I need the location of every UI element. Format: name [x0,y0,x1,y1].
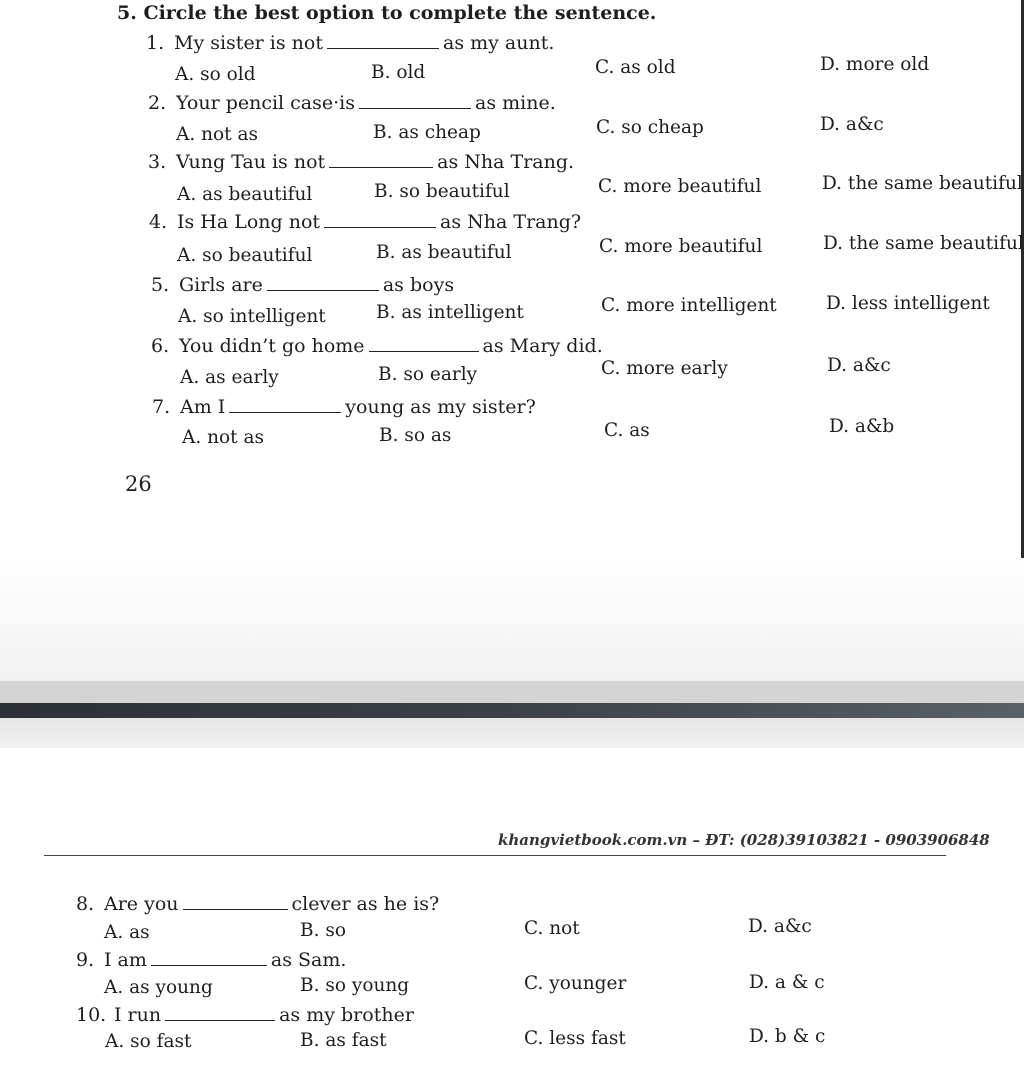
q7-option-d[interactable]: D. a&b [829,416,895,437]
question-number: 8. [76,893,95,915]
q9-option-c[interactable]: C. younger [524,973,627,994]
q6-option-b[interactable]: B. so early [378,364,478,385]
question-text-after: as mine. [475,92,556,114]
question-text-after: young as my sister? [345,396,536,418]
q8-option-d[interactable]: D. a&c [748,916,812,937]
q5-option-a[interactable]: A. so intelligent [178,306,326,327]
answer-blank[interactable] [324,226,436,228]
question-7 [152,396,536,418]
question-text-after: as boys [382,274,455,296]
question-6 [151,335,603,357]
question-text-before: Are you [104,893,179,915]
q3-option-c[interactable]: C. more beautiful [598,176,762,197]
q3-option-b[interactable]: B. so beautiful [374,181,510,202]
q7-option-b[interactable]: B. so as [379,425,452,446]
question-number: 1. [146,32,165,54]
q10-option-d[interactable]: D. b & c [749,1026,826,1047]
exercise-heading: 5. Circle the best option to complete the sentence. [117,2,657,24]
q6-option-a[interactable]: A. as early [180,367,279,388]
question-3 [148,151,574,173]
answer-blank[interactable] [165,1019,275,1021]
q8-option-a[interactable]: A. as [104,922,150,943]
question-text-after: as Sam. [270,949,347,971]
answer-blank[interactable] [229,411,341,413]
question-text-before: Your pencil case·is [176,92,355,114]
answer-blank[interactable] [369,350,479,352]
q7-option-a[interactable]: A. not as [182,427,265,448]
q2-option-c[interactable]: C. so cheap [596,117,704,138]
question-10 [76,1004,414,1026]
q7-option-c[interactable]: C. as [604,420,650,441]
q8-option-c[interactable]: C. not [524,918,580,939]
question-text-after: as Nha Trang? [440,211,582,233]
question-text-before: I run [114,1004,162,1026]
page-divider-light [0,681,1024,703]
q4-option-b[interactable]: B. as beautiful [376,242,512,263]
q5-option-d[interactable]: D. less intelligent [826,293,990,314]
q1-option-b[interactable]: B. old [371,62,426,83]
page-divider-mid [0,718,1024,748]
answer-blank[interactable] [327,47,439,49]
q1-option-c[interactable]: C. as old [595,57,676,78]
q9-option-d[interactable]: D. a & c [749,972,825,993]
question-text-before: Vung Tau is not [176,151,326,173]
question-5 [151,274,454,296]
question-number: 3. [148,151,167,173]
q8-option-b[interactable]: B. so [300,920,346,941]
question-1 [146,32,554,54]
question-number: 5. [151,274,170,296]
q4-option-a[interactable]: A. so beautiful [177,245,313,266]
question-text-after: clever as he is? [291,893,440,915]
question-number: 2. [148,92,167,114]
q5-option-c[interactable]: C. more intelligent [601,295,777,316]
answer-blank[interactable] [183,908,288,910]
footer-rule [44,855,946,856]
question-number: 7. [152,396,171,418]
page-divider-dark [0,703,1024,718]
answer-blank[interactable] [151,964,267,966]
answer-blank[interactable] [329,166,433,168]
q6-option-c[interactable]: C. more early [601,358,728,379]
q4-option-c[interactable]: C. more beautiful [599,236,763,257]
q9-option-a[interactable]: A. as young [104,977,213,998]
question-number: 9. [76,949,95,971]
q5-option-b[interactable]: B. as intelligent [376,302,524,323]
question-text-before: Am I [180,396,226,418]
question-number: 6. [151,335,170,357]
q3-option-a[interactable]: A. as beautiful [177,184,313,205]
question-number: 10. [76,1004,107,1026]
q10-option-c[interactable]: C. less fast [524,1028,626,1049]
question-text-after: as my brother [279,1004,414,1026]
question-text-before: You didn’t go home [179,335,365,357]
answer-blank[interactable] [359,107,471,109]
q2-option-a[interactable]: A. not as [176,124,259,145]
q9-option-b[interactable]: B. so young [300,975,410,996]
q2-option-d[interactable]: D. a&c [820,114,884,135]
q4-option-d[interactable]: D. the same beautiful [823,233,1024,254]
question-text-after: as my aunt. [443,32,555,54]
q1-option-a[interactable]: A. so old [175,64,256,85]
question-text-after: as Mary did. [482,335,603,357]
question-text-before: My sister is not [174,32,323,54]
question-text-before: I am [104,949,147,971]
q1-option-d[interactable]: D. more old [820,54,930,75]
q10-option-a[interactable]: A. so fast [105,1031,192,1052]
question-2 [148,92,556,114]
q10-option-b[interactable]: B. as fast [300,1030,387,1051]
answer-blank[interactable] [267,289,379,291]
question-4 [149,211,581,233]
q2-option-b[interactable]: B. as cheap [373,122,481,143]
q6-option-d[interactable]: D. a&c [827,355,891,376]
q3-option-d[interactable]: D. the same beautiful [822,173,1023,194]
question-text-before: Girls are [179,274,263,296]
question-text-before: Is Ha Long not [177,211,321,233]
publisher-footer: khangvietbook.com.vn – ĐT: (028)39103821 - 0903906848 [498,831,990,849]
question-number: 4. [149,211,168,233]
question-9 [76,949,346,971]
question-text-after: as Nha Trang. [437,151,575,173]
question-8 [76,893,439,915]
page-number: 26 [125,472,152,496]
